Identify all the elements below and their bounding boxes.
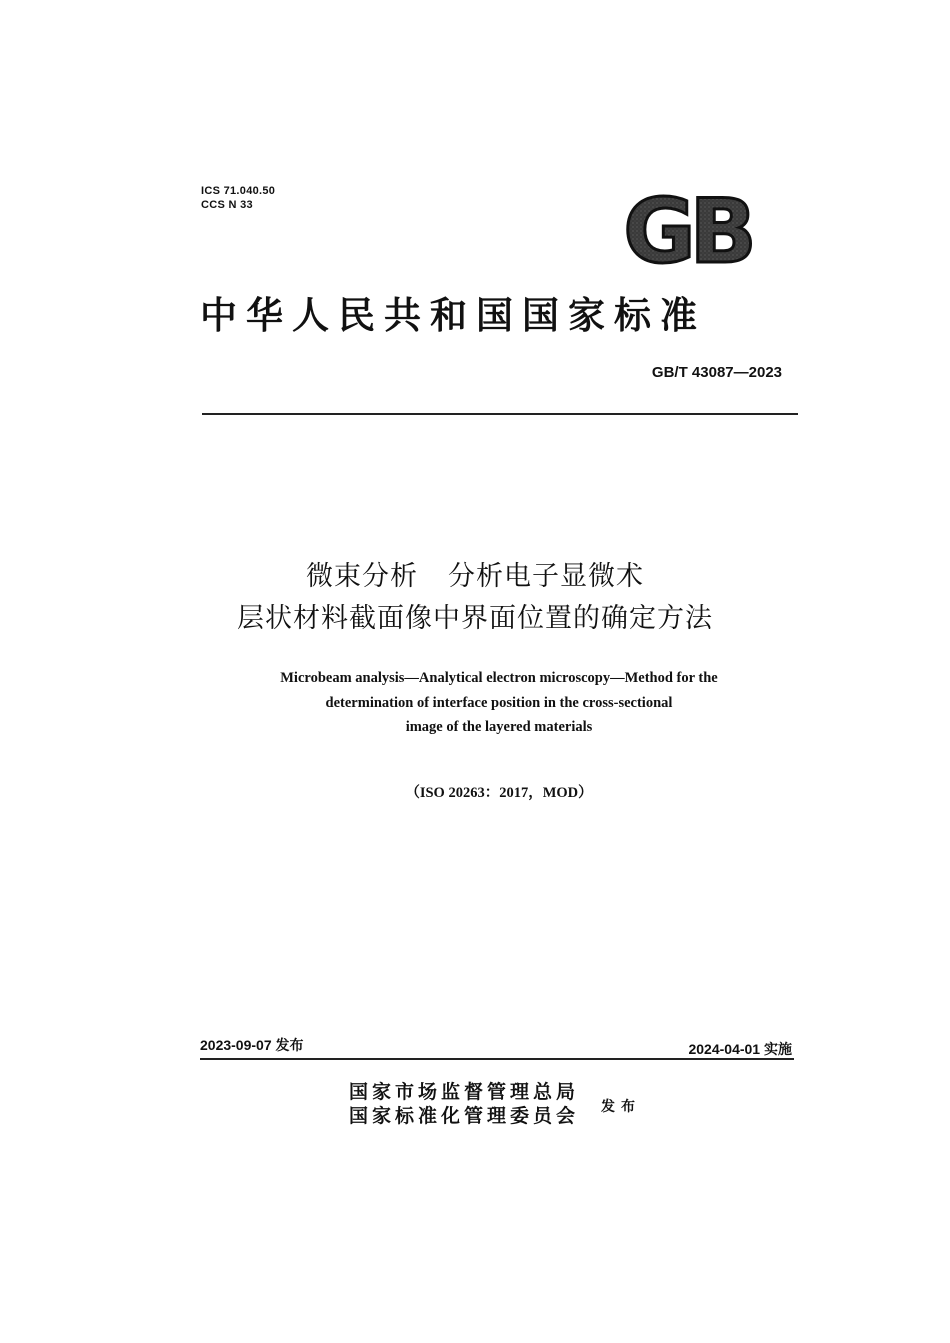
chinese-title-line2: 层状材料截面像中界面位置的确定方法 — [237, 603, 713, 634]
iso-reference: （ISO 20263：2017，MOD） — [405, 785, 593, 801]
gb-logo — [612, 190, 762, 272]
standard-number: GB/T 43087—2023 — [651, 364, 782, 381]
english-title — [200, 666, 798, 740]
authority-sac: 国家标准化管理委员会 — [349, 1105, 580, 1127]
chinese-title — [150, 556, 800, 640]
implementation-date: 2024-04-01 实施 — [688, 1041, 792, 1057]
authority-samr: 国家市场监督管理总局 — [349, 1081, 580, 1103]
gb-logo-text: GB — [623, 190, 751, 272]
chinese-title-line1-part1: 微束分析 — [306, 561, 418, 592]
english-title-line1: Microbeam analysis—Analytical electron microscopy—Method for the — [280, 670, 718, 686]
ics-code: ICS 71.040.50 — [201, 185, 276, 197]
english-title-line3: image of the layered materials — [405, 719, 593, 735]
national-standard-title: 中华人民共和国国家标准 — [200, 293, 706, 337]
publish-label: 发布 — [601, 1099, 641, 1115]
header-divider — [202, 413, 798, 415]
ccs-code: CCS N 33 — [201, 199, 253, 211]
chinese-title-line1 — [150, 556, 800, 598]
issuing-authorities — [349, 1080, 579, 1128]
classification-codes — [201, 184, 275, 212]
chinese-title-line1-part2: 分析电子显微术 — [448, 561, 644, 592]
english-title-line2: determination of interface position in the cross-sectional — [325, 694, 673, 711]
issue-date: 2023-09-07 发布 — [200, 1037, 304, 1053]
footer-divider — [200, 1058, 794, 1060]
